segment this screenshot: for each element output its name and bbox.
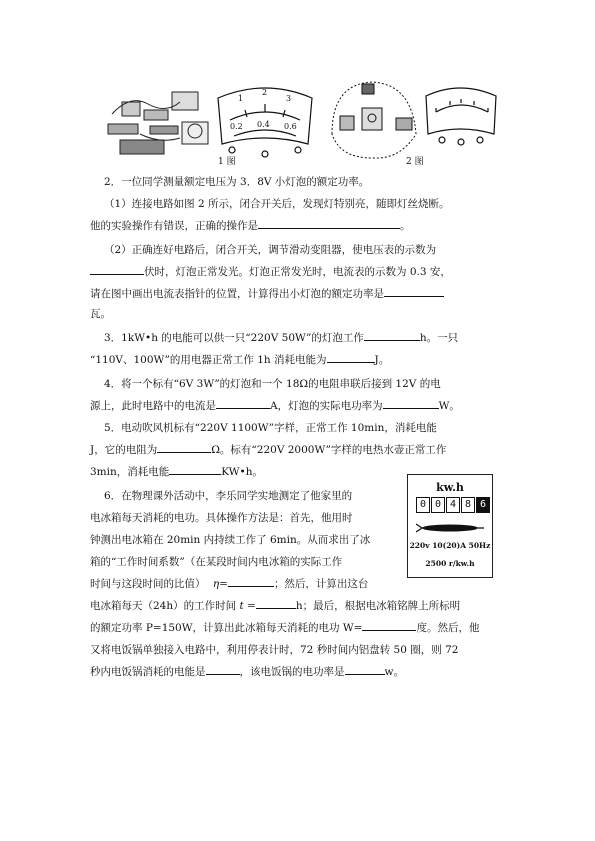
meter-digit: 8 [461, 497, 475, 513]
answer-blank[interactable] [364, 328, 420, 341]
answer-blank[interactable] [362, 618, 416, 631]
figure-1-label: 1 图 [218, 157, 236, 167]
answer-blank[interactable] [169, 462, 221, 475]
ammeter-tick: 0.4 [257, 120, 270, 129]
q4-line2: 源上，此时电路中的电流是 A，灯泡的实际电功率为 W。 [90, 396, 460, 416]
meter-revolutions: 2500 r/kw.h [425, 559, 475, 568]
meter-disc-icon [416, 521, 484, 535]
q6-line5: 时间与这段时间的比值） η= ；然后，计算出这台 [90, 574, 368, 594]
answer-blank[interactable] [258, 216, 400, 229]
answer-blank[interactable] [384, 284, 444, 297]
q2-part1-line1: （1）连接电路如图 2 所示，闭合开关后，发现灯特别亮，随即灯丝烧断。 [104, 198, 450, 210]
q6-line7: 电冰箱每天（24h）的工作时间 t = h；最后，根据电冰箱铭牌上所标明 [90, 596, 460, 616]
answer-blank[interactable] [216, 396, 270, 409]
meter-digits [416, 497, 491, 513]
q2-part2-line1: （2）正确连好电路后，闭合开关，调节滑动变阻器，使电压表的示数为 [104, 244, 437, 256]
answer-blank[interactable] [206, 662, 240, 675]
q6-line9: 又将电饭锅单独接入电路中，利用停表计时，72 秒时间内铝盘转 50 圈，则 72 [90, 644, 459, 656]
q6-line4: 箱的“工作时间系数”（在某段时间内电冰箱的实际工作 [90, 556, 343, 568]
q5-line1: 5．电动吹风机标有“220V 1100W”字样，正常工作 10min，消耗电能 [104, 422, 437, 434]
q2-part2-line4: 瓦。 [90, 308, 111, 320]
answer-blank[interactable] [345, 662, 385, 675]
figure-2-label: 2 图 [406, 157, 424, 167]
q6-line8: 的额定功率 P=150W，计算出此冰箱每天消耗的电功 W= 度。然后，他 [90, 618, 479, 638]
q5-line2: J，它的电阻为 Ω。标有“220V 2000W”字样的电热水壶正常工作 [90, 440, 446, 460]
meter-rating: 220v 10(20)A 50Hz [409, 541, 491, 550]
q6-line10: 秒内电饭锅消耗的电能是 ，该电饭锅的电功率是 w。 [90, 662, 404, 682]
answer-blank[interactable] [228, 574, 274, 587]
q6-line1: 6．在物理课外活动中，李乐同学实地测定了他家里的 [104, 490, 353, 502]
q5-line3: 3min，消耗电能 KW•h。 [90, 462, 263, 482]
answer-blank[interactable] [256, 596, 296, 609]
meter-digit: 0 [431, 497, 445, 513]
q3-line2: “110V、100W”的用电器正常工作 1h 消耗电能为 J。 [90, 350, 389, 370]
apparatus-drawing [100, 74, 500, 166]
q2-stem: 2．一位同学测量额定电压为 3．8V 小灯泡的额定功率。 [104, 176, 370, 188]
circuit-diagram [332, 82, 416, 158]
meter-digit: 0 [416, 497, 430, 513]
answer-blank[interactable] [383, 396, 439, 409]
ammeter-tick: 0.2 [230, 122, 243, 131]
meter-digit: 4 [446, 497, 460, 513]
meter-digit: 6 [476, 497, 490, 513]
q2-part2-line3: 请在图中画出电流表指针的位置，计算得出小灯泡的额定功率是 [90, 284, 444, 304]
voltmeter-dial [426, 88, 496, 145]
ammeter-top-tick: 2 [262, 88, 268, 97]
ammeter-top-tick: 1 [238, 94, 244, 103]
answer-blank[interactable] [157, 440, 211, 453]
circuit-figures [100, 74, 500, 166]
q4-line1: 4．将一个标有“6V 3W”的灯泡和一个 18Ω的电阻串联后接到 12V 的电 [104, 378, 441, 390]
energy-meter [407, 474, 493, 578]
meter-unit: kw.h [436, 481, 464, 494]
q3-line1: 3．1kW•h 的电能可以供一只“220V 50W”的灯泡工作 h。一只 [104, 328, 458, 348]
answer-blank[interactable] [90, 262, 144, 275]
q2-part1-line2: 他的实验操作有错误，正确的操作是 。 [90, 216, 411, 236]
q6-line2: 电冰箱每天消耗的电功。具体操作方法是：首先，他用时 [90, 512, 353, 524]
q2-part2-line2: 伏时，灯泡正常发光。灯泡正常发光时，电流表的示数为 0.3 安， [90, 262, 451, 282]
q6-line3: 钟测出电冰箱在 20min 内持续工作了 6min。从而求出了冰 [90, 534, 371, 546]
ammeter-top-tick: 3 [286, 94, 292, 103]
answer-blank[interactable] [327, 350, 375, 363]
ammeter-tick: 0.6 [284, 122, 297, 131]
apparatus-group-1 [108, 92, 208, 154]
